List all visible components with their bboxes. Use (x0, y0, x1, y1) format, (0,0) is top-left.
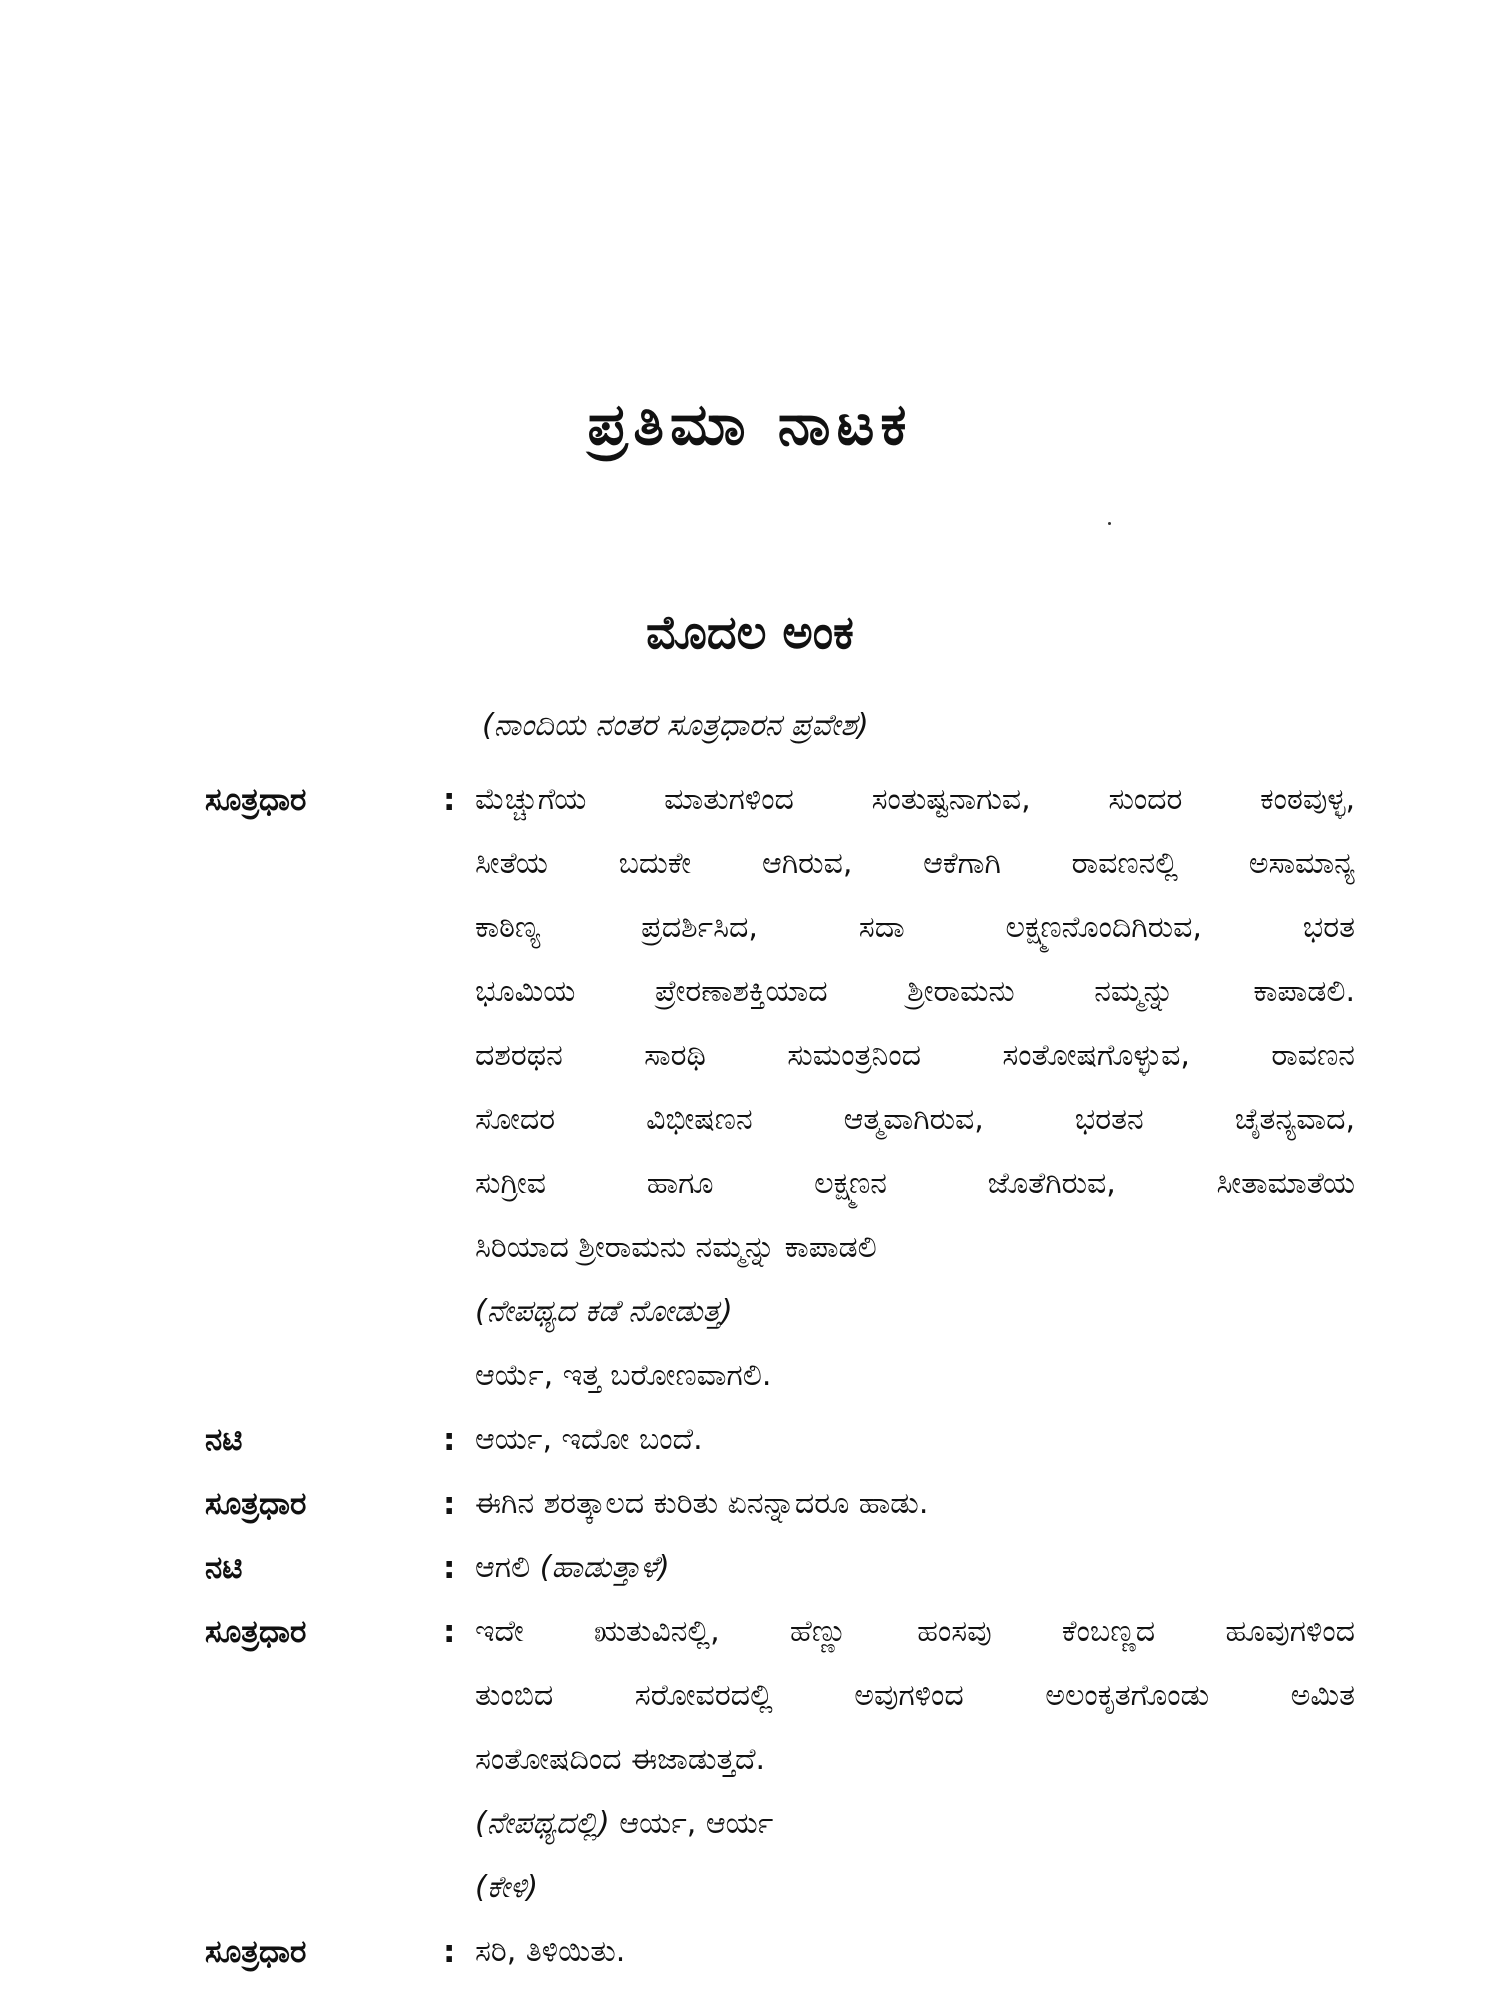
dialogue-entry (0, 1920, 1500, 1984)
speaker-name: ನಟಿ (205, 1422, 243, 1458)
act-title: ಮೊದಲ ಅಂಕ (646, 605, 854, 659)
speaker-name: ಸೂತ್ರಧಾರ (205, 1486, 307, 1522)
speech (475, 1920, 1355, 1984)
speech-line: ತುಂಬಿದ ಸರೋವರದಲ್ಲಿ ಅವುಗಳಿಂದ ಅಲಂಕೃತಗೊಂಡು ಅಮಿತ (475, 1678, 1355, 1713)
speech-line: ಆರ್ಯ, ಇದೋ ಬಂದೆ. (475, 1422, 703, 1457)
speaker-separator: : (443, 1486, 456, 1522)
speech-text: ಆಗಲಿ (475, 1550, 540, 1585)
stage-direction: (ನೇಪಥ್ಯದಲ್ಲಿ) (475, 1806, 610, 1841)
speech-line: ಸೀತೆಯ ಬದುಕೇ ಆಗಿರುವ, ಆಕೆಗಾಗಿ ರಾವಣನಲ್ಲಿ ಅಸಾಮಾನ್ಯ (475, 846, 1355, 881)
speech-line: ಸುಗ್ರೀವ ಹಾಗೂ ಲಕ್ಷ್ಮಣನ ಜೊತೆಗಿರುವ, ಸೀತಾಮಾತೆಯ (475, 1166, 1355, 1201)
speech-line: ಸರಿ, ತಿಳಿಯಿತು. (475, 1934, 626, 1969)
speech-line: ಇದೇ ಋತುವಿನಲ್ಲಿ, ಹೆಣ್ಣು ಹಂಸವು ಕೆಂಬಣ್ಣದ ಹೂವುಗಳಿಂದ (475, 1614, 1355, 1649)
stray-dot (1108, 522, 1111, 525)
dialogue-entry (0, 1600, 1500, 1920)
dialogue-entry (0, 768, 1500, 1408)
dialogue (0, 768, 1500, 1984)
speech-line (475, 1792, 1355, 1856)
speech-text: ಆರ್ಯ, ಆರ್ಯ (609, 1806, 774, 1841)
page-title: ಪ್ರತಿಮಾ ನಾಟಕ (587, 390, 913, 458)
speaker-separator: : (443, 1550, 456, 1586)
speaker-name: ಸೂತ್ರಧಾರ (205, 1614, 307, 1650)
speaker-separator: : (443, 782, 456, 818)
speaker-name: ಸೂತ್ರಧಾರ (205, 782, 307, 818)
speech-line: ಮೆಚ್ಚುಗೆಯ ಮಾತುಗಳಿಂದ ಸಂತುಷ್ಟನಾಗುವ, ಸುಂದರ ಕಂಠವುಳ್ಳ, (475, 782, 1355, 817)
speech-line: ದಶರಥನ ಸಾರಥಿ ಸುಮಂತ್ರನಿಂದ ಸಂತೋಷಗೊಳ್ಳುವ, ರಾವಣನ (475, 1038, 1355, 1073)
speaker-separator: : (443, 1422, 456, 1458)
speaker-separator: : (443, 1614, 456, 1650)
opening-stage-direction: (ನಾಂದಿಯ ನಂತರ ಸೂತ್ರಧಾರನ ಪ್ರವೇಶ) (482, 708, 869, 743)
stage-direction: (ಹಾಡುತ್ತಾಳೆ) (539, 1550, 670, 1585)
speech-line: ಆರ್ಯೆ, ಇತ್ತ ಬರೋಣವಾಗಲಿ. (475, 1358, 772, 1393)
speech-line: ಸೋದರ ವಿಭೀಷಣನ ಆತ್ಮವಾಗಿರುವ, ಭರತನ ಚೈತನ್ಯವಾದ, (475, 1102, 1355, 1137)
speech (475, 1536, 1355, 1600)
speech (475, 768, 1355, 1408)
speech-line: ಸಂತೋಷದಿಂದ ಈಜಾಡುತ್ತದೆ. (475, 1742, 766, 1777)
speech-line: ಭೂಮಿಯ ಪ್ರೇರಣಾಶಕ್ತಿಯಾದ ಶ್ರೀರಾಮನು ನಮ್ಮನ್ನು ಕಾಪಾಡಲಿ. (475, 974, 1355, 1009)
speech-line: ಕಾಠಿಣ್ಯ ಪ್ರದರ್ಶಿಸಿದ, ಸದಾ ಲಕ್ಷ್ಮಣನೊಂದಿಗಿರುವ, ಭರತ (475, 910, 1355, 945)
speaker-name: ನಟಿ (205, 1550, 243, 1586)
speech-line (475, 1536, 1355, 1600)
dialogue-entry (0, 1408, 1500, 1472)
speech (475, 1600, 1355, 1920)
speaker-name: ಸೂತ್ರಧಾರ (205, 1934, 307, 1970)
speech-line: ಸಿರಿಯಾದ ಶ್ರೀರಾಮನು ನಮ್ಮನ್ನು ಕಾಪಾಡಲಿ (475, 1230, 877, 1265)
speech-line: ಈಗಿನ ಶರತ್ಕಾಲದ ಕುರಿತು ಏನನ್ನಾದರೂ ಹಾಡು. (475, 1486, 929, 1521)
stage-direction: (ನೇಪಥ್ಯದ ಕಡೆ ನೋಡುತ್ತ) (475, 1294, 733, 1329)
stage-direction: (ಕೇಳಿ) (475, 1870, 539, 1905)
speech (475, 1472, 1355, 1536)
speaker-separator: : (443, 1934, 456, 1970)
speech (475, 1408, 1355, 1472)
dialogue-entry (0, 1536, 1500, 1600)
dialogue-entry (0, 1472, 1500, 1536)
